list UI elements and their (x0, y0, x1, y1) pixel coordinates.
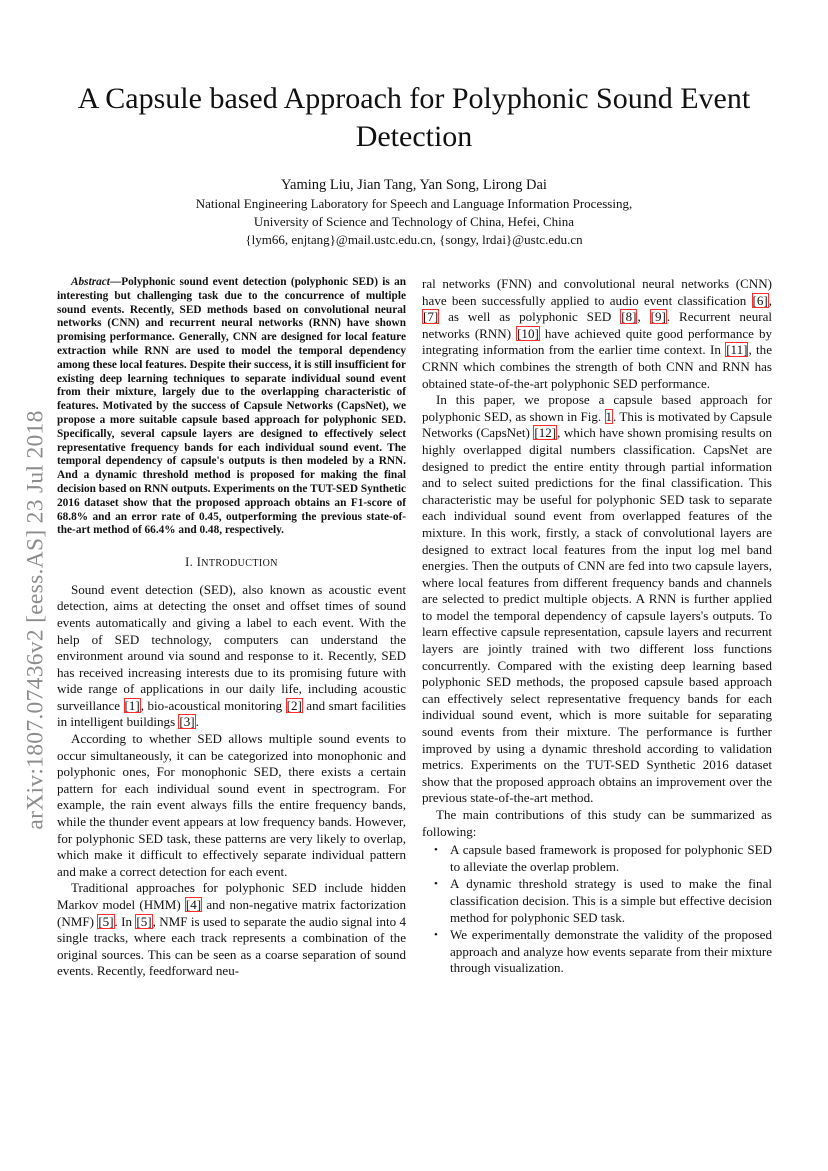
citation-link[interactable]: [12] (534, 425, 557, 441)
text-run: as well as polyphonic SED (439, 309, 621, 325)
section-title-initial: I (196, 555, 202, 570)
citation-link[interactable]: [6] (752, 292, 768, 308)
list-item-text: We experimentally demonstrate the validity of the proposed approach and analyze how events separate from their mixture through visualization. (450, 927, 772, 976)
intro-paragraph-4 (422, 392, 772, 807)
text-run: Traditional approaches for polyphonic SED include hidden Markov model (HMM) (57, 880, 406, 913)
list-item (422, 842, 772, 875)
abstract-text: —Polyphonic sound event detection (polyphonic SED) is an interesting but challenging task due to the concurrence of multiple sound events. Recently, SED methods based on convolutional neural networks (CNN) and recurrent neural networks (RNN) have shown promising performance. Generally, CNN are designed for local feature extraction while RNN are used to model the temporal dependency among these local features. Despite their success, it is still insufficient for existing deep learning techniques to separate individual sound event from their mixture, largely due to the overlapping characteristic of features. Motivated by the success of Capsule Networks (CapsNet), we propose a more suitable capsule based approach for polyphonic SED. Specifically, several capsule layers are designed to effectively select representative frequency bands for each individual sound event. The temporal dependency of capsule's outputs is then modeled by a RNN. And a dynamic threshold method is proposed for making the final decision based on RNN outputs. Experiments on the TUT-SED Synthetic 2016 dataset show that the proposed approach obtains an F1-score of 68.8% and an error rate of 0.45, outperforming the previous state-of-the-art method of 66.4% and 0.48, respectively. (57, 276, 407, 537)
intro-paragraph-3-continued (422, 276, 772, 392)
arxiv-identifier: arXiv:1807.07436v2 [eess.AS] 23 Jul 2018 (22, 410, 49, 830)
text-run: and non-negative matrix factorization (NMF) (57, 897, 406, 929)
abstract (57, 276, 406, 538)
intro-paragraph-2: According to whether SED allows multiple sound events to occur simultaneously, it can be categorized into monophonic and polyphonic ones, For monophonic SED, there exists a certain pattern for each individual sound event in spectrogram. For example, the rain event always fills the entire frequency bands, while the thunder event appears at low frequency bands. However, for polyphonic SED task, these patterns are very likely to overlap, which make it difficult to effectively separate individual pattern and make a correct detection for each event. (57, 731, 406, 879)
text-run: . This is motivated by Capsule Networks (CapsNet) (422, 408, 772, 441)
affiliation-line-1: National Engineering Laboratory for Speech and Language Information Processing, (195, 196, 633, 211)
text-run: and smart facilities in intelligent buildings (57, 697, 407, 730)
abstract-label: Abstract (71, 276, 110, 288)
text-run: , the CRNN which combines the strength of both CNN and RNN has obtained state-of-the-art polyphonic SED performance. (422, 342, 772, 391)
text-run: , (768, 292, 772, 308)
text-run: , bio-acoustical monitoring (140, 697, 286, 713)
citation-link[interactable]: [11] (726, 342, 748, 358)
author-emails: {lym66, enjtang}@mail.ustc.edu.cn, {songy, lrdai}@ustc.edu.cn (245, 232, 583, 247)
bullet-icon: • (434, 878, 438, 891)
author-names: Yaming Liu, Jian Tang, Yan Song, Lirong Dai (281, 177, 547, 193)
text-run: . In (114, 913, 136, 929)
intro-paragraph-3 (57, 880, 406, 980)
list-item-text: A capsule based framework is proposed for polyphonic SED to alleviate the overlap problem. (450, 842, 772, 874)
text-run: Sound event detection (SED), also known as acoustic event detection, aims at detecting the onset and offset times of sound events automatically and giving a label to each event. With the help of SED technology, computers can understand the environment around via sound and response to it. Recently, SED has received increasing interests due to its promising future with wide range of applications in our daily life, including acoustic surveillance (57, 581, 406, 713)
text-run: ral networks (FNN) and convolutional neural networks (CNN) have been successfully applied to audio event classification (422, 276, 772, 308)
text-run: In this paper, we propose a capsule based approach for polyphonic SED, as shown in Fig. (422, 392, 772, 424)
citation-link[interactable]: [10] (517, 325, 539, 341)
citation-link[interactable]: [2] (286, 697, 302, 713)
bullet-icon: • (434, 844, 438, 857)
list-item-text: A dynamic threshold strategy is used to make the final classification decision. This is a simple but effective decision method for polyphonic SED task. (450, 876, 772, 925)
section-heading-introduction (57, 554, 406, 573)
paper-title: A Capsule based Approach for Polyphonic Sound Event Detection (77, 82, 751, 153)
citation-link[interactable]: [4] (185, 897, 202, 913)
text-run: , NMF is used to separate the audio signal into 4 single tracks, where each track represents a combination of the original sources. This can be seen as a coarse separation of sound events. Recently, feedforward neu- (57, 913, 407, 979)
intro-paragraph-1 (57, 582, 406, 731)
figure-link[interactable]: 1 (605, 408, 613, 424)
citation-link[interactable]: [5] (98, 913, 114, 929)
bullet-icon: • (434, 929, 438, 942)
citation-link[interactable]: [1] (124, 697, 140, 713)
affiliation-line-2: University of Science and Technology of China, Hefei, China (253, 214, 575, 229)
citation-link[interactable]: [5] (136, 913, 152, 929)
text-run: . (195, 714, 199, 730)
section-number: I. (185, 555, 197, 570)
list-item (422, 927, 772, 977)
citation-link[interactable]: [9] (650, 309, 666, 325)
citation-link[interactable]: [7] (423, 309, 439, 325)
right-column (422, 276, 772, 978)
intro-paragraph-5: The main contributions of this study can be summarized as following: (422, 807, 772, 839)
citation-link[interactable]: [8] (621, 309, 637, 325)
text-run: have achieved quite good performance by integrating information from the earlier time context. In (422, 325, 772, 358)
text-run: . Recurrent neural networks (RNN) (422, 309, 772, 341)
contributions-list (422, 842, 772, 977)
text-run: , which have shown promising results on highly overlapped digital numbers classification. CapsNet are designed to predict the entire entity through partial information and to select suited predictions for the final classification. This characteristic may be useful for polyphonic SED task to separate each individual sound event from overlapped features of the mixture. In this work, firstly, a stack of convolutional layers are designed to extract local features from the input log mel band energies. Then the outputs of CNN are fed into two capsule layers, where local features from different frequency bands and channels are selected to predict multiple objects. A RNN is further applied to model the temporal dependency of capsule layers's outputs. To learn effective capsule representation, capsule layers and recurrent layers are jointly trained with two different loss functions concurrently. Compared with the existing deep learning based polyphonic SED methods, the proposed capsule based approach can effectively select representative frequency bands for each individual sound event, which is more suitable for separating sound events from their mixture. The performance is further improved by using a dynamic threshold according to validation metrics. Experiments on the TUT-SED Synthetic 2016 dataset show that the proposed approach obtains an improvement over the previous state-of-the-art method. (422, 425, 772, 806)
author-block (60, 176, 768, 249)
citation-link[interactable]: [3] (179, 714, 195, 730)
list-item (422, 876, 772, 926)
left-column (57, 276, 406, 980)
section-title-rest: NTRODUCTION (201, 558, 278, 570)
text-run: , (637, 309, 650, 325)
